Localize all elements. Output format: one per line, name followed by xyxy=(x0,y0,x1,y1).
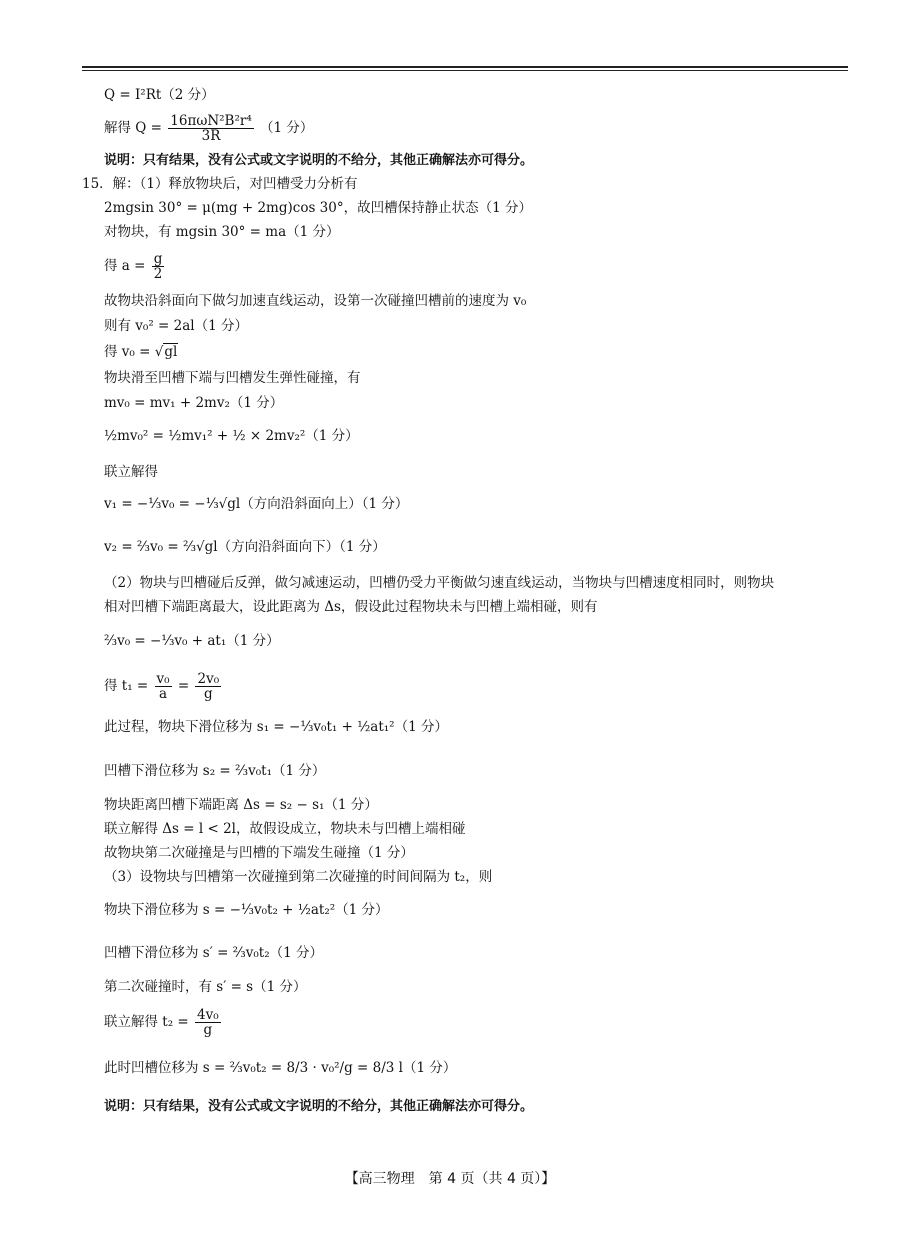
q-solve-fraction xyxy=(168,114,253,143)
p15-t1-den-2: g xyxy=(203,686,213,702)
p15-t2-numerator: 4v₀ xyxy=(197,1007,219,1023)
p15-part2-s1: 此过程，物块下滑位移为 s₁ = −⅓v₀t₁ + ½at₁²（1 分） xyxy=(104,719,448,735)
p15-part3-s: 物块下滑位移为 s = −⅓v₀t₂ + ½at₂²（1 分） xyxy=(104,902,389,918)
p15-part3-line-2: 第二次碰撞时，有 s′ = s（1 分） xyxy=(104,979,307,995)
p15-part2-line-1: （2）物块与凹槽碰后反弹，做匀减速运动，凹槽仍受力平衡做匀速直线运动，当物块与凹槽速度相同时，则物块 xyxy=(104,575,775,591)
q-solve-numerator: 16πωN²B²r⁴ xyxy=(170,113,252,129)
p15-t1-num-2: 2v₀ xyxy=(197,671,220,687)
p15-a-prefix: 得 a = xyxy=(104,258,146,274)
p15-a-fraction xyxy=(152,252,165,281)
p15-v0-radicand: gl xyxy=(164,344,178,360)
p15-part2-ds: 物块距离凹槽下端距离 Δs = s₂ − s₁（1 分） xyxy=(104,797,378,813)
p15-t2-fraction xyxy=(195,1008,221,1037)
q-solve-denominator: 3R xyxy=(201,128,221,144)
p15-a-numerator: g xyxy=(153,251,163,267)
p15-part3-t2 xyxy=(104,1008,223,1037)
note-2: 说明：只有结果，没有公式或文字说明的不给分，其他正确解法亦可得分。 xyxy=(104,1099,534,1114)
p15-line-3: 故物块沿斜面向下做匀加速直线运动，设第一次碰撞凹槽前的速度为 v₀ xyxy=(104,293,527,309)
p15-line-2: 对物块，有 mgsin 30° = ma（1 分） xyxy=(104,224,340,240)
p15-t1-prefix: 得 t₁ = xyxy=(104,678,149,694)
p15-v0-equation xyxy=(104,343,178,361)
p15-v1-equation: v₁ = −⅓v₀ = −⅓√gl（方向沿斜面向上）（1 分） xyxy=(104,496,409,512)
p15-energy-equation: ½mv₀² = ½mv₁² + ½ × 2mv₂²（1 分） xyxy=(104,428,359,444)
q-solve-prefix: 解得 Q = xyxy=(104,120,162,136)
p15-a-denominator: 2 xyxy=(153,266,163,282)
p15-t1-num-1: v₀ xyxy=(156,671,170,687)
p15-t2-denominator: g xyxy=(203,1022,213,1038)
page-footer: 【高三物理 第 4 页（共 4 页）】 xyxy=(344,1171,556,1187)
q-formula: Q = I²Rt（2 分） xyxy=(104,87,215,103)
p15-line-1: 2mgsin 30° = μ(mg + 2mg)cos 30°，故凹槽保持静止状态（1 分） xyxy=(104,200,532,216)
equals-sign: = xyxy=(177,678,190,694)
p15-a-equation xyxy=(104,252,166,281)
problem-15-heading: 15．解：（1）释放物块后，对凹槽受力分析有 xyxy=(82,176,358,192)
q-solve xyxy=(104,114,313,143)
p15-part3-s-prime: 凹槽下滑位移为 s′ = ⅔v₀t₂（1 分） xyxy=(104,945,324,961)
p15-line-4: 则有 v₀² = 2al（1 分） xyxy=(104,318,248,334)
p15-part3-final: 此时凹槽位移为 s = ⅔v₀t₂ = 8/3 · v₀²/g = 8/3 l（1 分） xyxy=(104,1060,457,1076)
p15-part2-line-3: 联立解得 Δs = l < 2l，故假设成立，物块未与凹槽上端相碰 xyxy=(104,821,466,837)
p15-v2-equation: v₂ = ⅔v₀ = ⅔√gl（方向沿斜面向下）（1 分） xyxy=(104,539,386,555)
p15-part2-line-2: 相对凹槽下端距离最大，设此距离为 Δs，假设此过程物块未与凹槽上端相碰，则有 xyxy=(104,599,598,615)
p15-part2-eq1: ⅔v₀ = −⅓v₀ + at₁（1 分） xyxy=(104,633,280,649)
header-rule-thick xyxy=(82,66,848,68)
p15-line-5: 物块滑至凹槽下端与凹槽发生弹性碰撞，有 xyxy=(104,370,361,386)
p15-v0-prefix: 得 v₀ = xyxy=(104,344,151,360)
p15-t1-fraction-2 xyxy=(195,672,221,701)
p15-part2-t1 xyxy=(104,672,223,701)
p15-part3-line-1: （3）设物块与凹槽第一次碰撞到第二次碰撞的时间间隔为 t₂，则 xyxy=(104,869,493,885)
p15-line-7: 联立解得 xyxy=(104,464,158,480)
sqrt-symbol: √gl xyxy=(154,344,178,360)
p15-t1-den-1: a xyxy=(159,686,168,702)
p15-line-6: mv₀ = mv₁ + 2mv₂（1 分） xyxy=(104,395,284,411)
note-1: 说明：只有结果，没有公式或文字说明的不给分，其他正确解法亦可得分。 xyxy=(104,153,534,168)
q-solve-score: （1 分） xyxy=(260,120,314,136)
p15-t1-fraction-1 xyxy=(155,672,172,701)
p15-part2-s2: 凹槽下滑位移为 s₂ = ⅔v₀t₁（1 分） xyxy=(104,763,326,779)
p15-part2-line-4: 故物块第二次碰撞是与凹槽的下端发生碰撞（1 分） xyxy=(104,845,414,861)
p15-t2-prefix: 联立解得 t₂ = xyxy=(104,1014,189,1030)
header-rule-thin xyxy=(82,70,848,71)
